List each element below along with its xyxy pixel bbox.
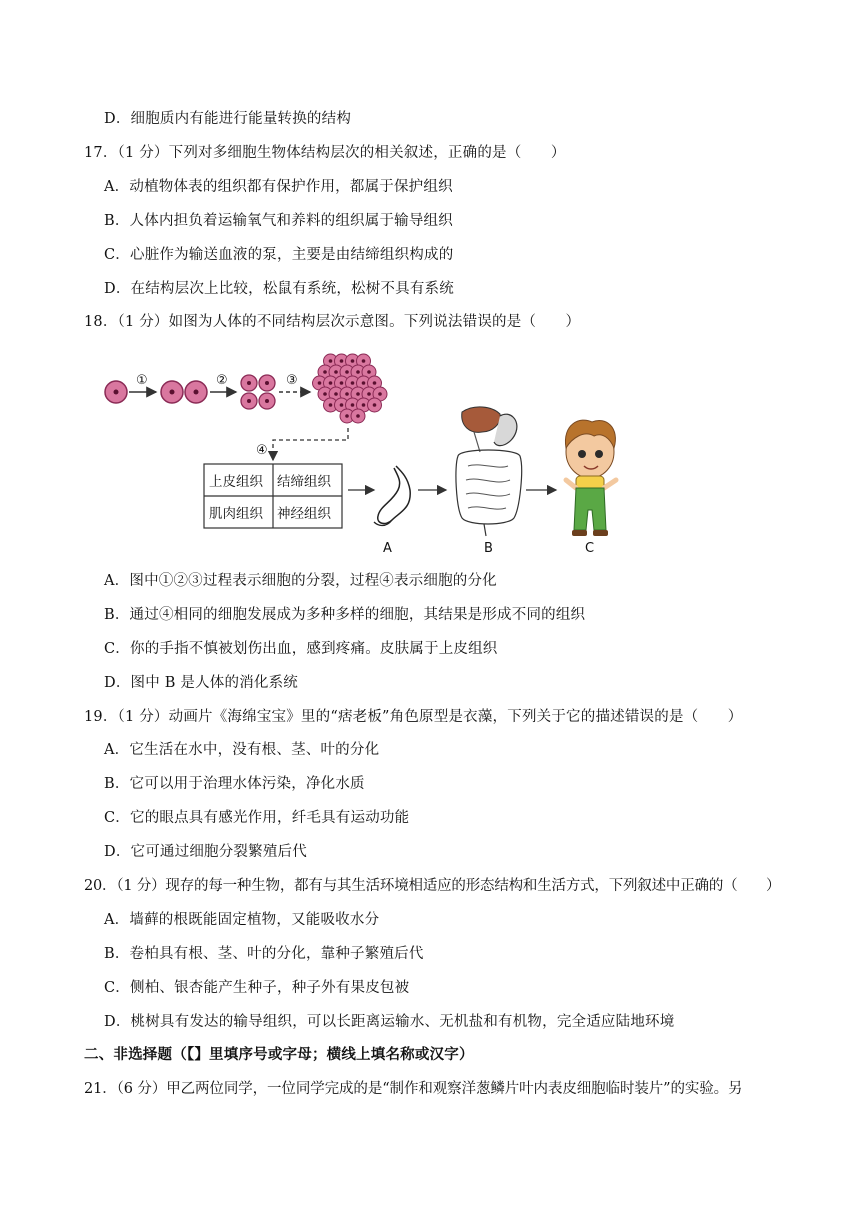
section-2-heading: 二、非选择题（【】里填序号或字母；横线上填名称或汉字） [84,1046,474,1063]
cluster-cell-nucleus [318,381,322,385]
cluster-cell-nucleus [323,370,327,374]
q19-stem: 19．（1 分）动画片《海绵宝宝》里的“痞老板”角色原型是衣藻，下列关于它的描述错误的是（ ） [84,709,743,725]
cluster-cell-nucleus [351,403,355,407]
cell-cluster-icon [313,354,388,423]
q20-option-d: D．桃树具有发达的输导组织，可以长距离运输水、无机盐和有机物，完全适应陆地环境 [104,1014,675,1030]
q17-option-c: C．心脏作为输送血液的泵，主要是由结缔组织构成的 [104,247,454,263]
q18-option-c: C．你的手指不慎被划伤出血，感到疼痛。皮肤属于上皮组织 [104,641,498,657]
q19-option-d: D．它可通过细胞分裂繁殖后代 [104,844,307,860]
q21-stem: 21．（6 分）甲乙两位同学，一位同学完成的是“制作和观察洋葱鳞片叶内表皮细胞临时装片”的实验。另 [84,1081,743,1097]
q19-option-c: C．它的眼点具有感光作用，纤毛具有运动功能 [104,810,410,826]
q17-option-d: D．在结构层次上比较，松鼠有系统，松树不具有系统 [104,281,454,297]
cluster-cell-nucleus [329,381,333,385]
cluster-cell-nucleus [351,381,355,385]
cluster-cell-nucleus [378,392,382,396]
step-1-label: ① [136,373,148,388]
boy-cartoon-icon [565,420,616,536]
tissue-muscle: 肌肉组织 [209,506,263,522]
q17-option-a: A．动植物体表的组织都有保护作用，都属于保护组织 [104,179,453,195]
q20-option-a: A．墙藓的根既能固定植物，又能吸收水分 [104,912,380,928]
four-cells-icon [241,375,275,409]
tissue-table [204,464,342,528]
label-a: A [383,541,392,556]
q18-option-a: A．图中①②③过程表示细胞的分裂，过程④表示细胞的分化 [104,573,497,589]
cluster-cell-nucleus [373,381,377,385]
cluster-cell-nucleus [351,359,355,363]
tissue-connective: 结缔组织 [277,474,331,490]
q19-option-a: A．它生活在水中，没有根、茎、叶的分化 [104,742,380,758]
cluster-cell-nucleus [356,370,360,374]
step-3-label: ③ [286,373,298,388]
cluster-cell-nucleus [340,381,344,385]
cluster-cell-nucleus [340,359,344,363]
q17-stem: 17．（1 分）下列对多细胞生物体结构层次的相关叙述，正确的是（ ） [84,145,566,161]
cluster-cell-nucleus [362,403,366,407]
cluster-cell-nucleus [367,370,371,374]
structure-levels-figure [96,340,626,562]
q18-stem: 18．（1 分）如图为人体的不同结构层次示意图。下列说法错误的是（ ） [84,314,581,330]
cluster-cell-nucleus [345,370,349,374]
q18-option-b: B．通过④相同的细胞发展成为多种多样的细胞，其结果是形成不同的组织 [104,607,586,623]
cluster-cell-nucleus [345,414,349,418]
cluster-cell-nucleus [373,403,377,407]
step-4-label: ④ [256,443,268,458]
cluster-cell-nucleus [329,359,333,363]
cluster-cell-nucleus [340,403,344,407]
single-cell-icon [105,381,127,403]
q20-option-b: B．卷柏具有根、茎、叶的分化，靠种子繁殖后代 [104,946,424,962]
q17-option-b: B．人体内担负着运输氧气和养料的组织属于输导组织 [104,213,453,229]
cluster-cell-nucleus [334,370,338,374]
q19-option-b: B．它可以用于治理水体污染，净化水质 [104,776,365,792]
cluster-cell-nucleus [329,403,333,407]
cluster-cell-nucleus [362,359,366,363]
tissue-epithelial: 上皮组织 [209,474,263,490]
label-b: B [484,541,493,556]
cluster-cell-nucleus [323,392,327,396]
label-c: C [585,541,595,556]
q18-option-d: D．图中 B 是人体的消化系统 [104,675,298,691]
cluster-cell-nucleus [362,381,366,385]
q16-option-d: D．细胞质内有能进行能量转换的结构 [104,111,352,127]
q20-stem: 20．（1 分）现存的每一种生物，都有与其生活环境相适应的形态结构和生活方式，下列叙述中正确的（ ） [84,878,781,894]
stomach-organ-icon [374,466,410,526]
two-cells-icon [161,381,207,403]
q20-option-c: C．侧柏、银杏能产生种子，种子外有果皮包被 [104,980,410,996]
cluster-cell-nucleus [334,392,338,396]
step-2-label: ② [216,373,228,388]
tissue-nerve: 神经组织 [277,506,331,522]
cluster-cell-nucleus [356,414,360,418]
cluster-cell-nucleus [345,392,349,396]
digestive-system-icon [456,407,522,536]
cluster-cell-nucleus [367,392,371,396]
cluster-cell-nucleus [356,392,360,396]
